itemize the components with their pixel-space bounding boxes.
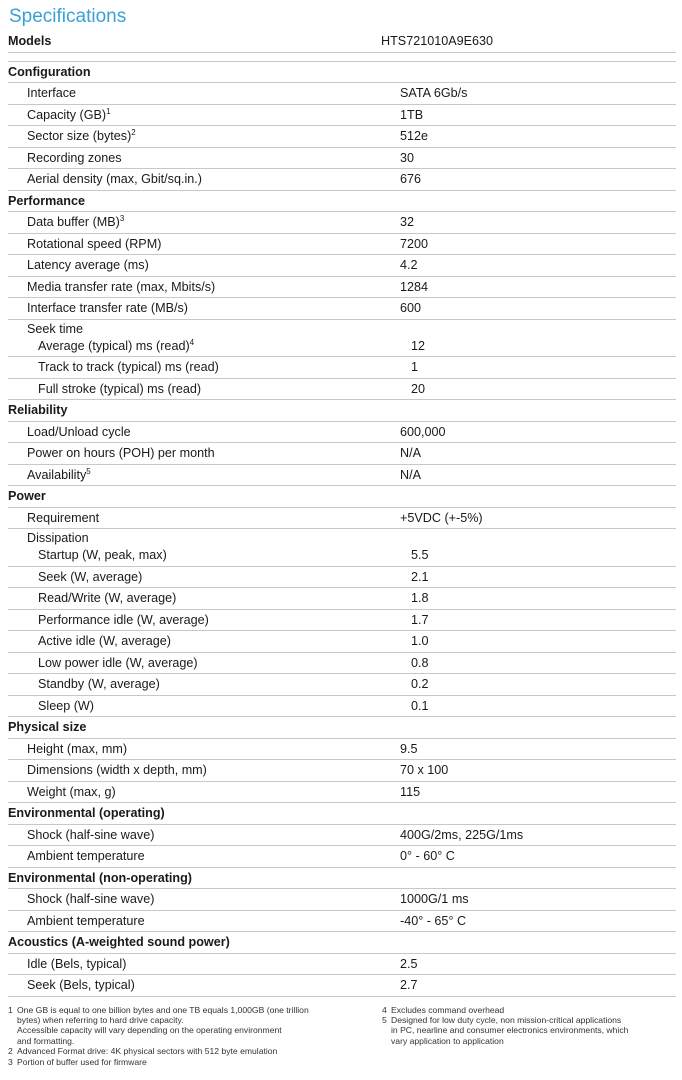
spec-value: N/A [400,467,421,482]
footnote [382,1015,676,1046]
spec-row [8,588,676,610]
spec-label [8,763,400,777]
spec-row [8,911,676,933]
section-title: Performance [8,193,85,208]
spec-row [8,610,676,632]
spec-label-text: Shock (half-sine wave) [27,892,155,907]
spec-row [8,105,676,127]
spec-label-text: Low power idle (W, average) [38,655,198,670]
page-title: Specifications [9,6,127,27]
spec-label [8,656,411,670]
spec-value: 0.8 [411,655,429,670]
spec-value: SATA 6Gb/s [400,86,468,101]
spec-row [8,336,676,358]
spec-row [8,148,676,170]
spec-label-text: Media transfer rate (max, Mbits/s) [27,279,216,294]
section-header-environmental-non-operating [8,868,676,890]
models-row [8,31,676,53]
spec-group-label [8,320,676,336]
section-title: Reliability [8,403,68,418]
section-title: Environmental (non-operating) [8,870,193,885]
spec-label-text: Read/Write (W, average) [38,591,177,606]
spec-label [8,914,400,928]
spec-label-text: Interface [27,86,77,101]
footnotes-right [382,1005,676,1067]
spec-label [8,258,400,272]
footnotes [8,1005,676,1067]
section-header-power [8,486,676,508]
footnote-number: 4 [382,1004,387,1015]
section-title: Configuration [8,64,91,79]
spec-value: 70 x 100 [400,763,449,778]
section-title: Acoustics (A-weighted sound power) [8,935,230,950]
spec-value: 4.2 [400,258,418,273]
spec-label [8,634,411,648]
spec-label [8,339,411,353]
spec-value: 676 [400,172,422,187]
spec-label-text: Ambient temperature [27,913,145,928]
spec-value: 600 [400,301,422,316]
spec-label-text: Track to track (typical) ms (read) [38,360,219,375]
section-header-physical-size [8,717,676,739]
section-header-environmental-operating [8,803,676,825]
spec-row [8,298,676,320]
section-header-configuration [8,62,676,84]
spec-label-text: Dissipation [27,531,89,545]
spec-label-text: Capacity (GB) [27,107,107,122]
spec-row [8,126,676,148]
spec-row [8,653,676,675]
spec-value: 30 [400,150,415,165]
spec-value: 0.1 [411,698,429,713]
spec-label [8,468,400,482]
spec-value: 1.0 [411,634,429,649]
spec-row [8,422,676,444]
spec-label [8,322,400,336]
spec-value: 1 [411,360,419,375]
footnote [8,1057,382,1067]
section-title: Power [8,489,46,504]
spec-value: 5.5 [411,548,429,563]
spec-label [8,613,411,627]
spec-label-text: Ambient temperature [27,849,145,864]
section-header-acoustics-a-weighted-sound-power [8,932,676,954]
spec-label [8,425,400,439]
footnote-ref: 5 [86,466,91,476]
models-label: Models [8,34,52,49]
spec-value: 9.5 [400,741,418,756]
spec-label [8,849,400,863]
spec-label-text: Requirement [27,510,100,525]
spec-label [8,548,411,562]
spec-row [8,975,676,997]
spec-value: 2.1 [411,569,429,584]
spec-row [8,277,676,299]
spec-label [8,360,411,374]
spec-label-text: Interface transfer rate (MB/s) [27,301,188,316]
spec-row [8,696,676,718]
spec-row [8,465,676,487]
footnotes-left [8,1005,382,1067]
spec-label-text: Height (max, mm) [27,741,128,756]
spec-label [8,677,411,691]
spec-value: 400G/2ms, 225G/1ms [400,827,524,842]
spec-label [8,237,400,251]
spec-label-text: Active idle (W, average) [38,634,171,649]
spec-label [8,978,400,992]
spec-label-text: Dimensions (width x depth, mm) [27,763,207,778]
spec-row [8,825,676,847]
spec-label-text: Average (typical) ms (read) [38,338,190,353]
spec-label [8,86,400,100]
spec-row [8,567,676,589]
footnote [8,1046,382,1056]
section-header-reliability [8,400,676,422]
section-gap [8,53,676,62]
spec-value: 2.7 [400,978,418,993]
spec-row [8,782,676,804]
spec-row [8,379,676,401]
spec-label-text: Sleep (W) [38,698,94,713]
spec-label [8,301,400,315]
spec-row [8,234,676,256]
spec-label [8,785,400,799]
spec-label [8,591,411,605]
spec-row [8,169,676,191]
spec-label [8,382,411,396]
spec-value: 32 [400,215,415,230]
footnote-text: Portion of buffer used for firmware [17,1056,147,1067]
footnote-number: 2 [8,1046,13,1057]
spec-value: +5VDC (+-5%) [400,510,483,525]
spec-value: 0° - 60° C [400,849,455,864]
spec-label [8,531,400,545]
spec-value: 512e [400,129,429,144]
spec-label-text: Aerial density (max, Gbit/sq.in.) [27,172,202,187]
spec-label [8,892,400,906]
spec-label-text: Full stroke (typical) ms (read) [38,381,202,396]
spec-label [8,215,400,229]
spec-row [8,443,676,465]
spec-row [8,545,676,567]
spec-label-text: Seek (Bels, typical) [27,978,135,993]
footnote-text: One GB is equal to one billion bytes and one TB equals 1,000GB (one trillion bytes) when referring to hard drive capacity. Accessible capacity will vary depending on the operating environment and formatting. [17,1004,309,1046]
spec-row [8,889,676,911]
spec-label-text: Shock (half-sine wave) [27,827,155,842]
footnote-ref: 2 [131,128,136,138]
spec-label [8,172,400,186]
spec-label-text: Startup (W, peak, max) [38,548,167,563]
spec-label-text: Latency average (ms) [27,258,149,273]
spec-group-label [8,529,676,545]
spec-label [8,957,400,971]
spec-label [8,108,400,122]
footnote-ref: 3 [119,214,125,224]
spec-row [8,212,676,234]
footnote-text: Excludes command overhead [391,1004,505,1015]
footnote [382,1005,676,1015]
spec-label [8,129,400,143]
spec-value: 2.5 [400,956,418,971]
footnote-number: 5 [382,1014,387,1025]
spec-value: 115 [400,784,421,799]
footnote-number: 1 [8,1004,13,1015]
footnote-text: Designed for low duty cycle, non mission-critical applications in PC, nearline and consumer electronics environments, which vary application to application [391,1014,629,1046]
spec-label-text: Seek (W, average) [38,569,143,584]
spec-label [8,446,400,460]
spec-label-text: Standby (W, average) [38,677,160,692]
spec-value: 600,000 [400,424,446,439]
spec-value: 1.8 [411,591,429,606]
spec-label-text: Power on hours (POH) per month [27,446,215,461]
section-header-performance [8,191,676,213]
models-value: HTS721010A9E630 [381,34,494,49]
spec-value: 12 [411,338,426,353]
spec-label-text: Load/Unload cycle [27,424,131,439]
footnote-ref: 4 [189,337,195,347]
spec-label-text: Idle (Bels, typical) [27,956,127,971]
spec-value: 0.2 [411,677,429,692]
spec-label-text: Seek time [27,321,83,336]
spec-value: -40° - 65° C [400,913,467,928]
spec-label [8,828,400,842]
spec-label-text: Weight (max, g) [27,784,116,799]
spec-label [8,280,400,294]
spec-value: 1000G/1 ms [400,892,469,907]
spec-label [8,699,411,713]
spec-row [8,739,676,761]
spec-value: 20 [411,381,426,396]
spec-table [8,62,676,997]
spec-value: 1TB [400,107,424,122]
section-title: Physical size [8,720,87,735]
spec-label [8,511,400,525]
spec-value: 1.7 [411,612,429,627]
spec-label [8,742,400,756]
spec-row [8,760,676,782]
spec-row [8,631,676,653]
spec-label [8,570,411,584]
spec-label-text: Data buffer (MB) [27,215,120,230]
footnote [8,1005,382,1047]
spec-label-text: Rotational speed (RPM) [27,236,162,251]
spec-label-text: Recording zones [27,150,122,165]
spec-row [8,255,676,277]
spec-value: 7200 [400,236,429,251]
spec-row [8,674,676,696]
spec-value: N/A [400,446,421,461]
spec-value: 1284 [400,279,429,294]
spec-label-text: Sector size (bytes) [27,129,132,144]
footnote-text: Advanced Format drive: 4K physical sectors with 512 byte emulation [17,1046,278,1057]
spec-row [8,508,676,530]
spec-label-text: Availability [27,467,87,482]
spec-row [8,83,676,105]
spec-row [8,846,676,868]
spec-label-text: Performance idle (W, average) [38,612,209,627]
spec-row [8,954,676,976]
footnote-number: 3 [8,1056,13,1067]
footnote-ref: 1 [106,106,111,116]
spec-row [8,357,676,379]
section-title: Environmental (operating) [8,806,165,821]
spec-label [8,151,400,165]
